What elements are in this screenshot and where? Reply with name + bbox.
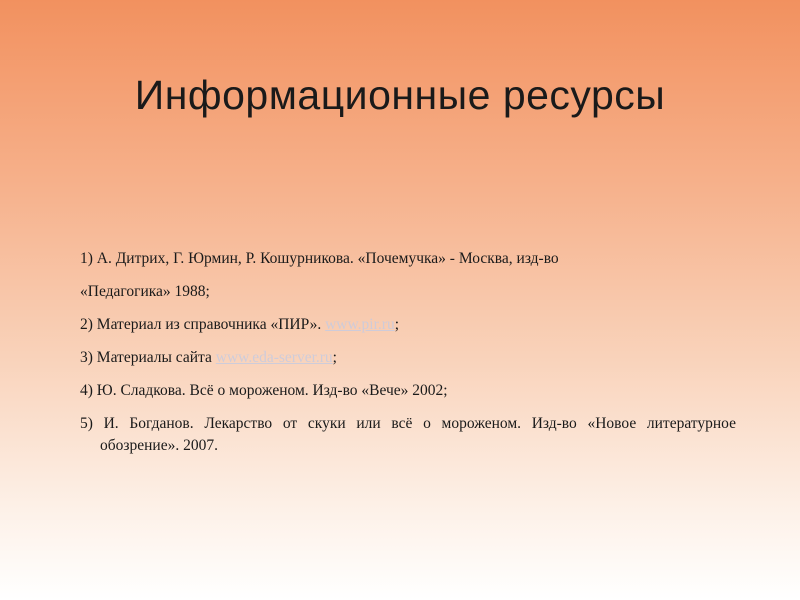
reference-item-3	[80, 347, 736, 369]
references-list	[80, 248, 736, 468]
reference-item-3-suffix: ;	[332, 349, 337, 366]
reference-item-3-text: 3) Материалы сайта	[80, 349, 216, 366]
eda-server-link[interactable]: www.eda-server.ru	[215, 349, 333, 366]
reference-item-1-line-1: 1) А. Дитрих, Г. Юрмин, Р. Кошурникова. «Почемучка» - Москва, изд-во	[80, 250, 559, 267]
reference-item-2-suffix: ;	[394, 316, 400, 333]
pir-link[interactable]: www.pir.ru	[325, 316, 395, 333]
reference-item-1-line-2: «Педагогика» 1988;	[80, 283, 210, 300]
reference-item-2	[80, 314, 736, 336]
reference-item-5: 5) И. Богданов. Лекарство от скуки или всё о мороженом. Изд-во «Новое литературное обозрение». 2007.	[80, 415, 736, 454]
reference-item-4: 4) Ю. Сладкова. Всё о мороженом. Изд-во «Вече» 2002;	[80, 382, 448, 399]
slide-title: Информационные ресурсы	[134, 72, 666, 118]
reference-item-2-text: 2) Материал из справочника «ПИР».	[80, 316, 326, 333]
